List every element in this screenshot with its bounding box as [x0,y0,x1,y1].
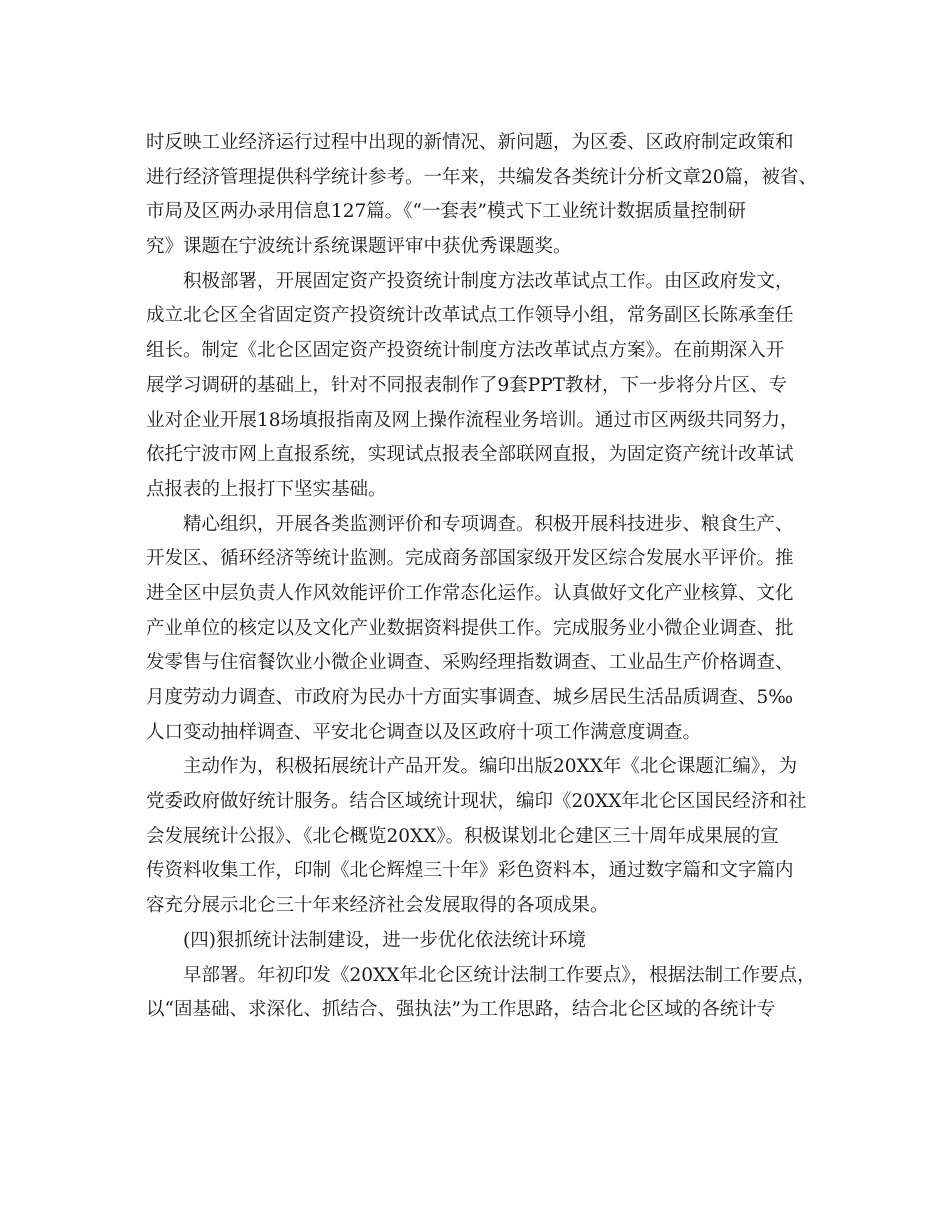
text-line: 成立北仑区全省固定资产投资统计改革试点工作领导小组，常务副区长陈承奎任 [146,305,794,327]
text-line: 究》课题在宁波统计系统课题评审中获优秀课题奖。 [146,236,572,258]
paragraph-start-line: 主动作为，积极拓展统计产品开发。编印出版20XX年《北仑课题汇编》，为 [183,756,798,778]
text-line: 人口变动抽样调查、平安北仑调查以及区政府十项工作满意度调查。 [146,721,702,743]
text-line: 开发区、循环经济等统计监测。完成商务部国家级开发区综合发展水平评价。推 [146,548,794,570]
text-line: 组长。制定《北仑区固定资产投资统计制度方法改革试点方案》。在前期深入开 [146,340,785,362]
text-line: 依托宁波市网上直报系统，实现试点报表全部联网直报，为固定资产统计改革试 [146,444,794,466]
text-line: 产业单位的核定以及文化产业数据资料提供工作。完成服务业小微企业调查、批 [146,617,794,639]
paragraph-start-line: 精心组织，开展各类监测评价和专项调查。积极开展科技进步、粮食生产、 [183,513,794,535]
paragraph-start-line: 积极部署，开展固定资产投资统计制度方法改革试点工作。由区政府发文， [183,270,794,292]
text-line: 进行经济管理提供科学统计参考。一年来，共编发各类统计分析文章20篇，被省、 [146,166,818,188]
text-line: 传资料收集工作，印制《北仑辉煌三十年》彩色资料本，通过数字篇和文字篇内 [146,860,794,882]
text-line: 点报表的上报打下坚实基础。 [146,478,387,500]
text-line: 展学习调研的基础上，针对不同报表制作了9套PPT教材，下一步将分片区、专 [146,374,788,396]
text-line: 以“固基础、求深化、抓结合、强执法”为工作思路，结合北仑区域的各统计专 [146,999,776,1021]
text-line: 发零售与住宿餐饮业小微企业调查、采购经理指数调查、工业品生产价格调查、 [146,652,794,674]
text-line: 进全区中层负责人作风效能评价工作常态化运作。认真做好文化产业核算、文化 [146,582,794,604]
text-line: 容充分展示北仑三十年来经济社会发展取得的各项成果。 [146,895,609,917]
body-text [146,126,816,1028]
text-line: 时反映工业经济运行过程中出现的新情况、新问题，为区委、区政府制定政策和 [146,132,794,153]
text-line: 市局及区两办录用信息127篇。《“一套表”模式下工业统计数据质量控制研 [146,201,746,223]
text-line: 党委政府做好统计服务。结合区域统计现状，编印《20XX年北仑区国民经济和社 [146,791,807,813]
section-heading: (四)狠抓统计法制建设，进一步优化依法统计环境 [183,929,586,951]
text-line: 月度劳动力调查、市政府为民办十方面实事调查、城乡居民生活品质调查、5‰ [146,687,794,708]
paragraph-start-line: 早部署。年初印发《20XX年北仑区统计法制工作要点》，根据法制工作要点， [183,964,816,986]
text-line: 业对企业开展18场填报指南及网上操作流程业务培训。通过市区两级共同努力， [146,409,799,431]
text-line: 会发展统计公报》、《北仑概览20XX》。积极谋划北仑建区三十周年成果展的宣 [146,825,779,847]
